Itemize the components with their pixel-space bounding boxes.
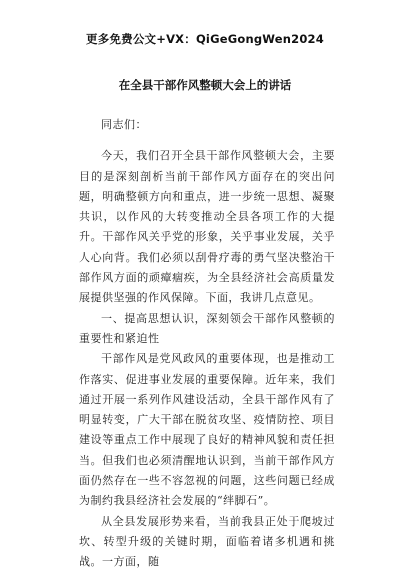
paragraph-section-1: 干部作风是党风政风的重要体现，也是推动工作落实、促进事业发展的重要保障。近年来，我们通过开展一系列作风建设活动，全县干部作风有了明显转变，广大干部在脱贫攻坚、疫情防控、项目建设等重点工作中展现了良好的精神风貌和责任担当。但我们也必须清醒地认识到，当前干部作风方面仍然存在一些不容忽视的问题，这些问题已经成为制约我县经济社会发展的“绊脚石”。	[79, 352, 335, 508]
document-title: 在全县干部作风整顿大会上的讲话	[118, 78, 292, 92]
salutation: 同志们：	[101, 118, 147, 131]
promo-header: 更多免费公文+VX：QiGeGongWen2024	[86, 32, 324, 46]
paragraph-situation: 从全县发展形势来看，当前我县正处于爬坡过坎、转型升级的关键时期，面临着诸多机遇和挑战。一方面，随	[79, 514, 335, 569]
document-body	[79, 115, 335, 573]
section-heading-1: 一、提高思想认识，深刻领会干部作风整顿的重要性和紧迫性	[79, 311, 335, 345]
paragraph-intro: 今天，我们召开全县干部作风整顿大会，主要目的是深刻剖析当前干部作风方面存在的突出问题，明确整顿方向和重点，进一步统一思想、凝聚共识，以作风的大转变推动全县各项工作的大提升。干部作风关乎党的形象，关乎事业发展，关乎人心向背。我们必须以刮骨疗毒的勇气坚决整治干部作风方面的顽瘴痼疾，为全县经济社会高质量发展提供坚强的作风保障。下面，我讲几点意见。	[79, 149, 335, 305]
